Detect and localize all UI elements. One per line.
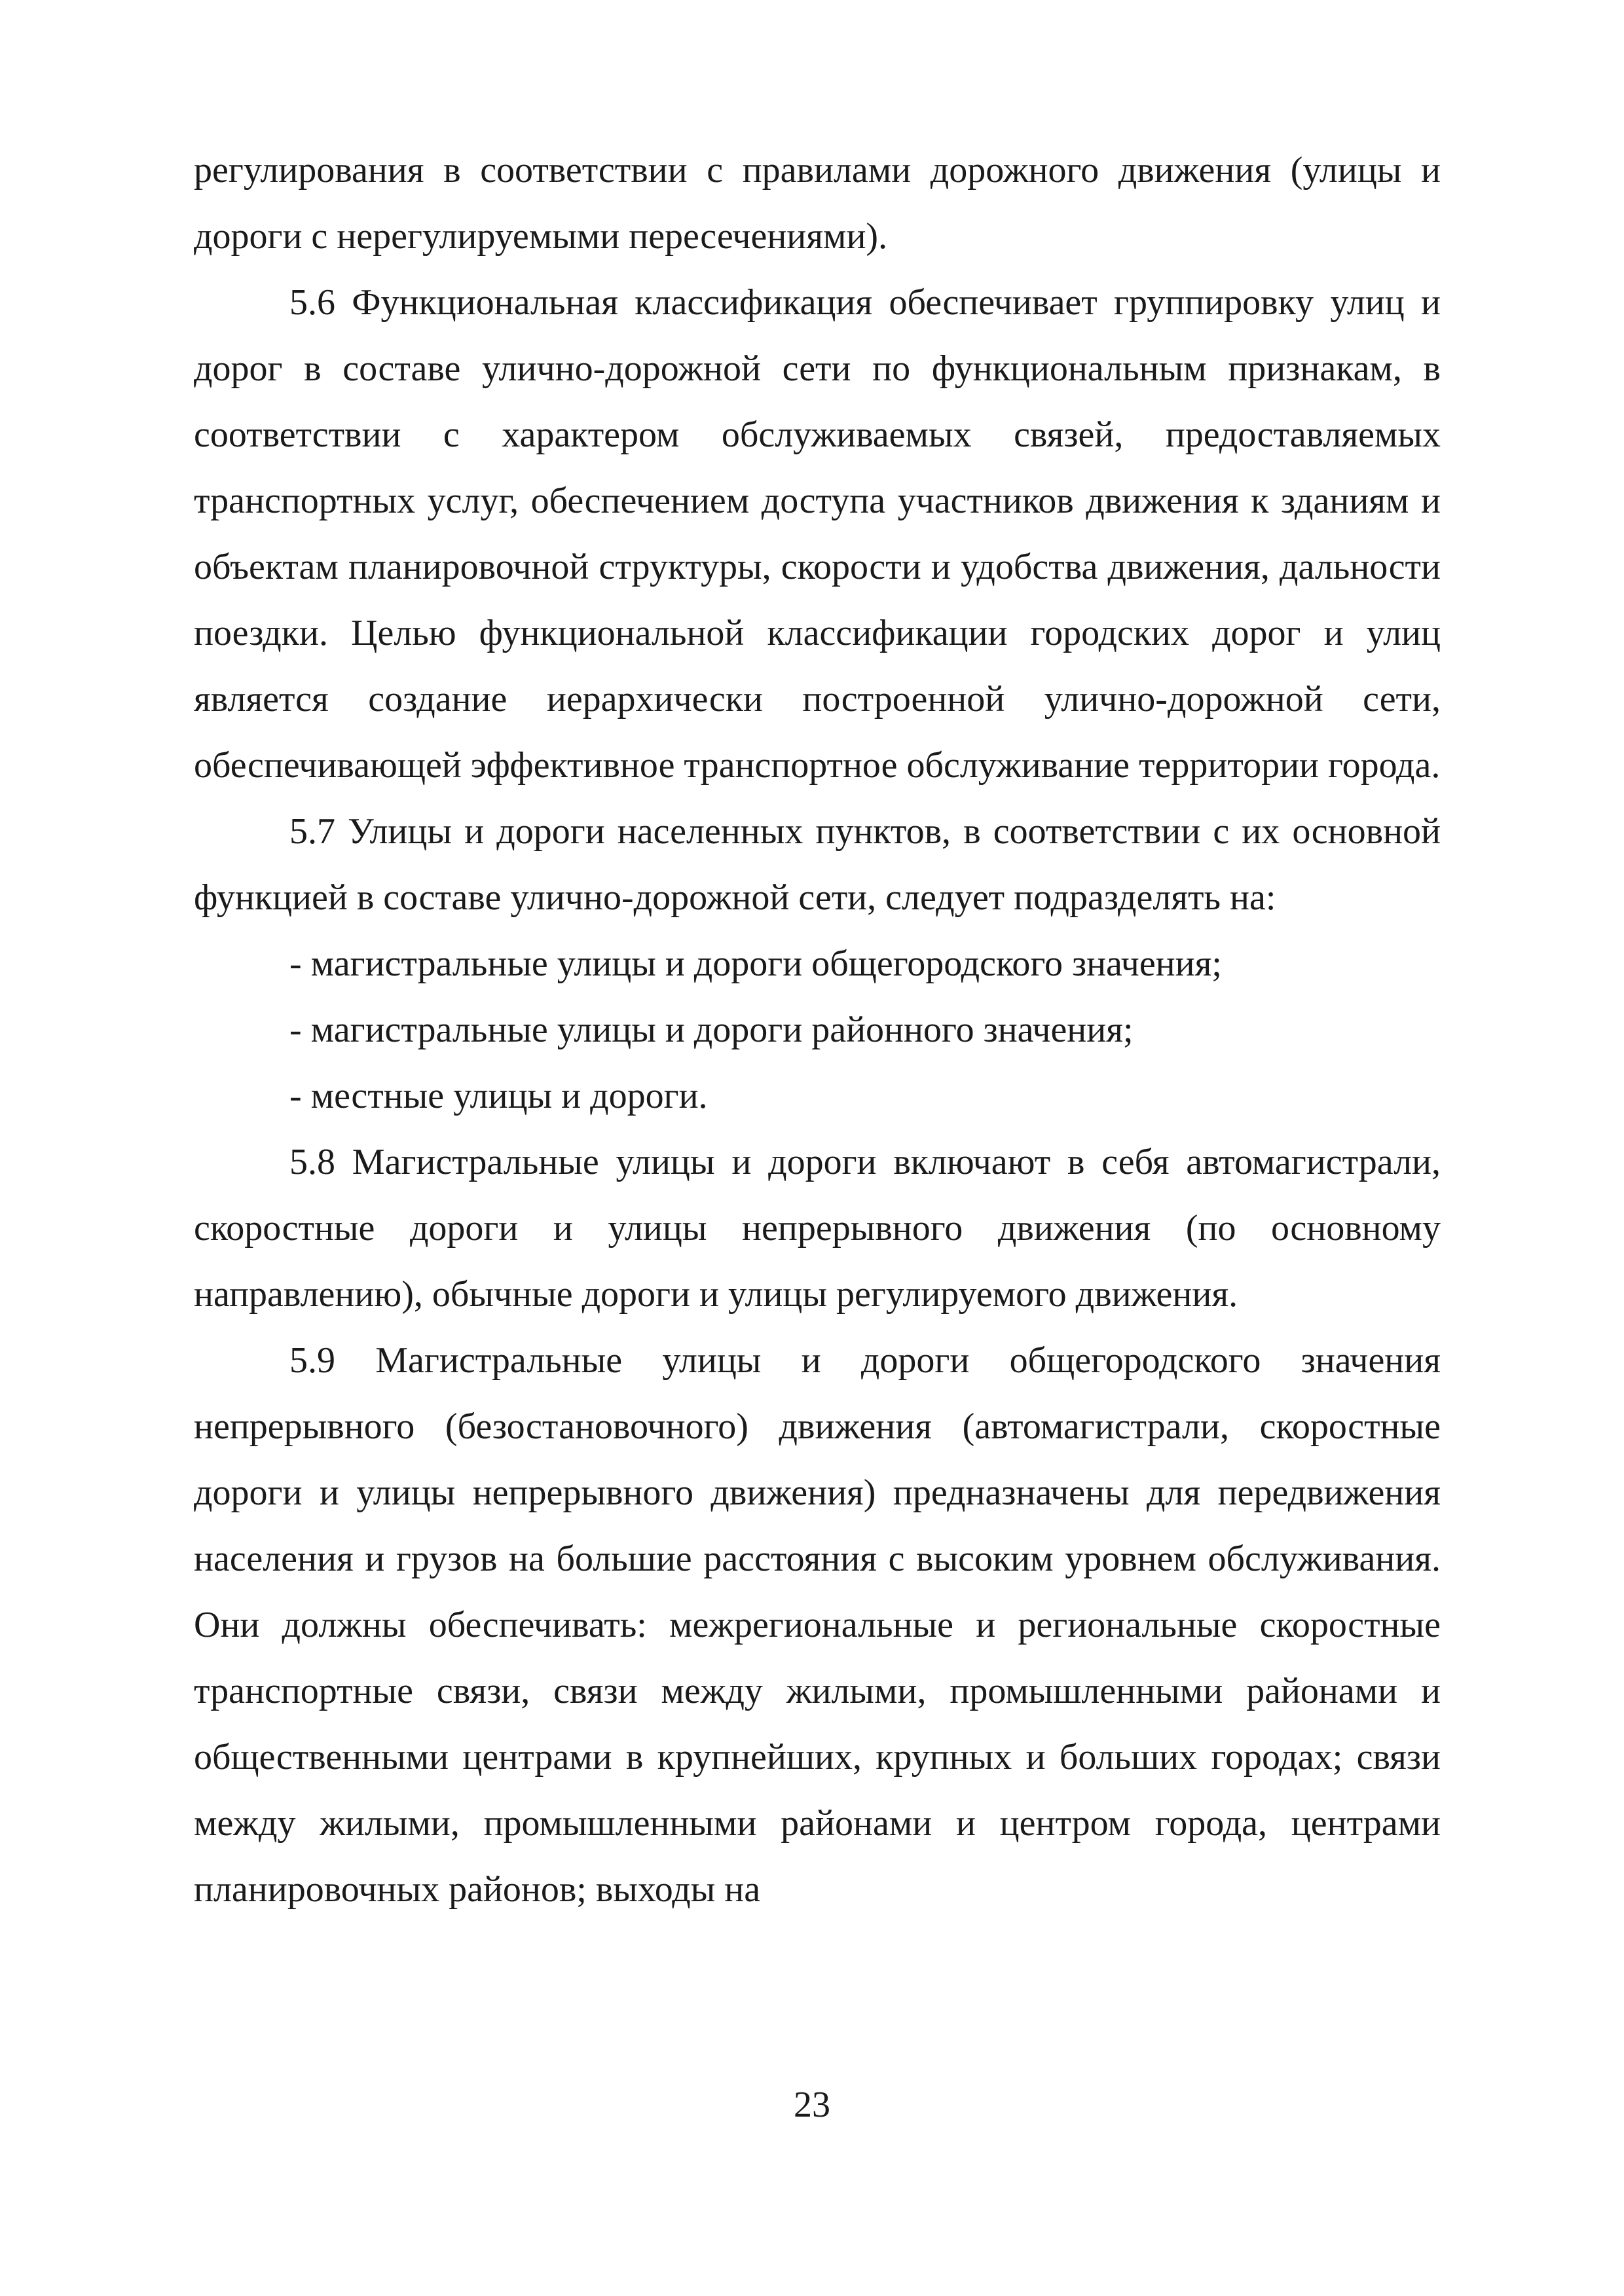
paragraph-continuation: регулирования в соответствии с правилами дорожного движения (улицы и дороги с нерегулируемыми пересечениями). [194, 150, 1441, 257]
paragraph-5-8: 5.8 Магистральные улицы и дороги включают в себя автомагистрали, скоростные дороги и улицы непрерывного движения (по основному направлению), обычные дороги и улицы регулируемого движения. [194, 1142, 1441, 1315]
list-item-local: - местные улицы и дороги. [289, 1076, 708, 1116]
list-item-main-district: - магистральные улицы и дороги районного значения; [289, 1010, 1134, 1050]
paragraph-5-7: 5.7 Улицы и дороги населенных пунктов, в соответствии с их основной функцией в составе улично-дорожной сети, следует подразделять на: [194, 811, 1441, 918]
list-item-main-citywide: - магистральные улицы и дороги общегородского значения; [289, 943, 1222, 984]
page-number: 23 [794, 2085, 830, 2125]
page-body [194, 137, 1441, 1923]
paragraph-5-9: 5.9 Магистральные улицы и дороги общегородского значения непрерывного (безостановочного) движения (автомагистрали, скоростные дороги и улицы непрерывного движения) предназначены для передвижения населения и грузов на большие расстояния с высоким уровнем обслуживания. Они должны обеспечивать: межрегиональные и региональные скоростные транспортные связи, связи между жилыми, промышленными районами и общественными центрами в крупнейших, крупных и больших городах; связи между жилыми, промышленными районами и центром города, центрами планировочных районов; выходы на [194, 1340, 1441, 1910]
paragraph-5-6: 5.6 Функциональная классификация обеспечивает группировку улиц и дорог в составе улично-дорожной сети по функциональным признакам, в соответствии с характером обслуживаемых связей, предоставляемых транспортных услуг, обеспечением доступа участников движения к зданиям и объектам планировочной структуры, скорости и удобства движения, дальности поездки. Целью функциональной классификации городских дорог и улиц является создание иерархически построенной улично-дорожной сети, обеспечивающей эффективное транспортное обслуживание территории города. [194, 282, 1441, 786]
